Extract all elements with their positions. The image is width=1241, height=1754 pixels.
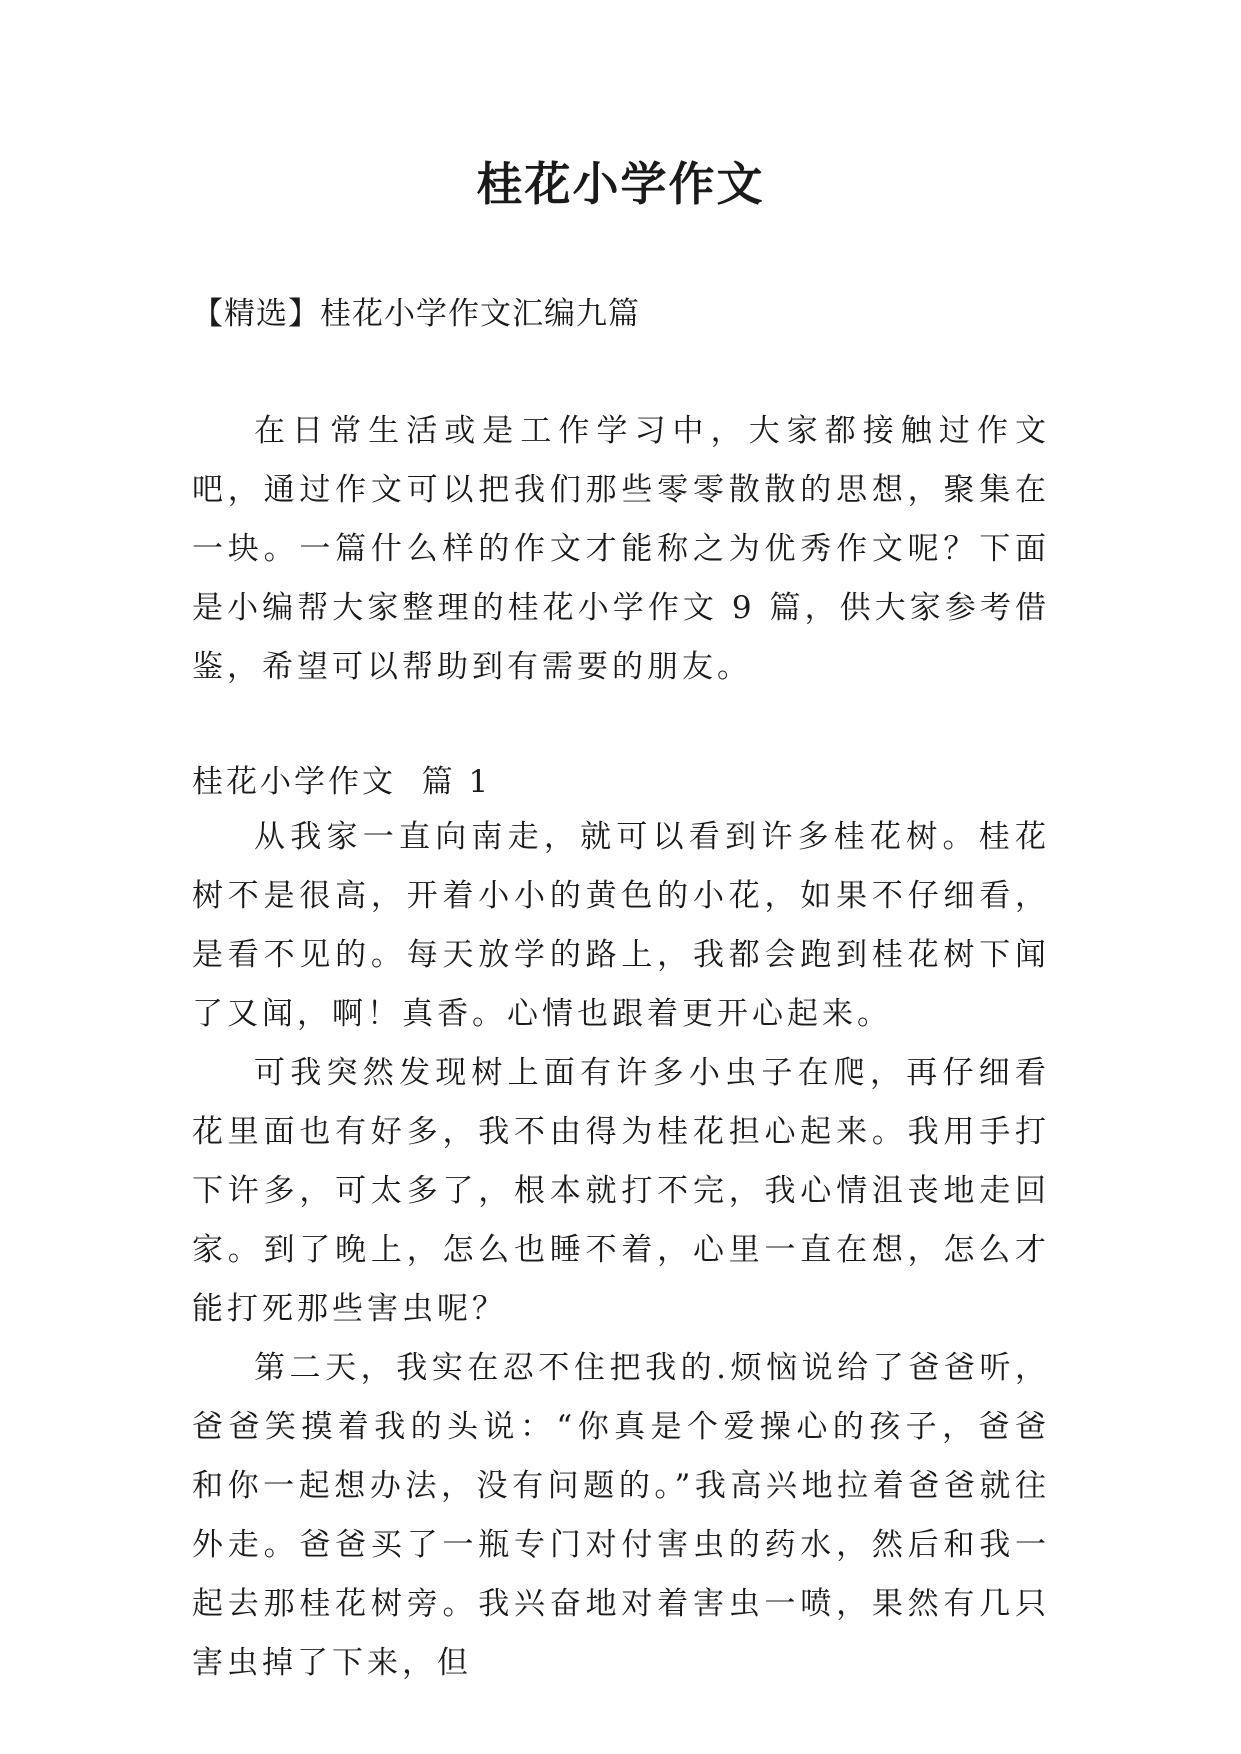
essay-body — [192, 808, 1050, 1693]
intro-paragraph: 在日常生活或是工作学习中，大家都接触过作文吧，通过作文可以把我们那些零零散散的思想，聚集在一块。一篇什么样的作文才能称之为优秀作文呢？下面是小编帮大家整理的桂花小学作文 9 篇，供大家参考借鉴，希望可以帮助到有需要的朋友。 — [192, 413, 1050, 685]
document-subtitle: 【精选】桂花小学作文汇编九篇 — [192, 296, 640, 332]
essay-paragraph-3: 第二天，我实在忍不住把我的.烦恼说给了爸爸听，爸爸笑摸着我的头说：“你真是个爱操心的孩子，爸爸和你一起想办法，没有问题的。”我高兴地拉着爸爸就往外走。爸爸买了一瓶专门对付害虫的药水，然后和我一起去那桂花树旁。我兴奋地对着害虫一喷，果然有几只害虫掉了下来，但 — [192, 1350, 1050, 1681]
intro-block — [192, 402, 1050, 697]
document-title: 桂花小学作文 — [476, 157, 765, 211]
essay-paragraph-1: 从我家一直向南走，就可以看到许多桂花树。桂花树不是很高，开着小小的黄色的小花，如果不仔细看，是看不见的。每天放学的路上，我都会跑到桂花树下闻了又闻，啊！真香。心情也跟着更开心起来。 — [192, 819, 1050, 1032]
essay-paragraph-2: 可我突然发现树上面有许多小虫子在爬，再仔细看花里面也有好多，我不由得为桂花担心起来。我用手打下许多，可太多了，根本就打不完，我心情沮丧地走回家。到了晚上，怎么也睡不着，心里一直在想，怎么才能打死那些害虫呢？ — [192, 1055, 1050, 1327]
section-heading: 桂花小学作文 篇 1 — [192, 764, 492, 800]
